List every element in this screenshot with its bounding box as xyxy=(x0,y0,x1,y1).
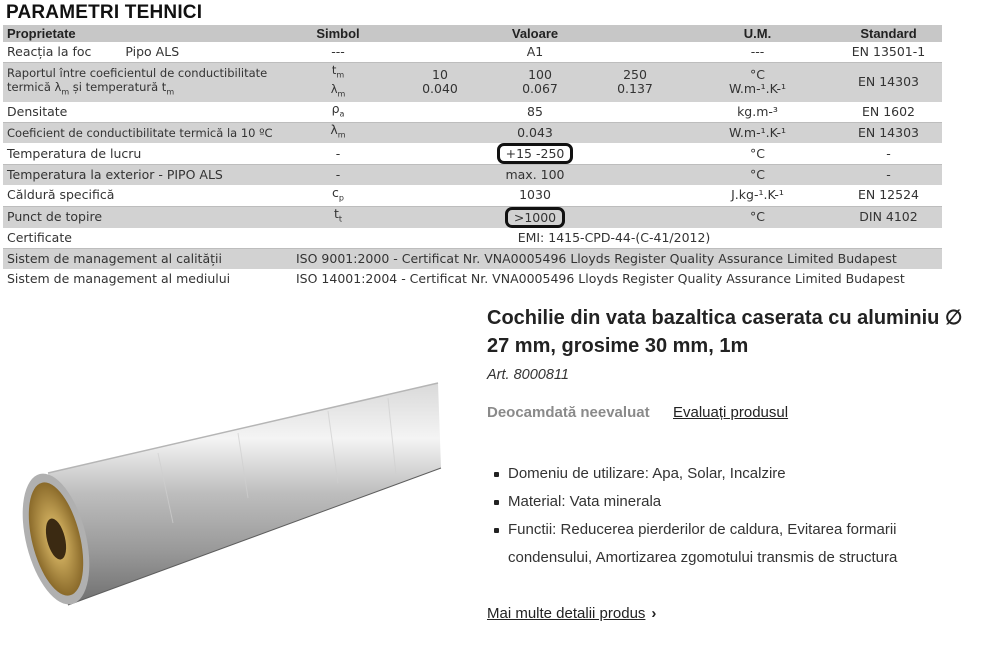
row-unit: °C xyxy=(680,206,835,228)
row-value: ISO 14001:2004 - Certificat Nr. VNA0005496 Lloyds Register Quality Assurance Limited Budapest xyxy=(296,271,905,286)
more-details-label: Mai multe detalii produs xyxy=(487,605,646,622)
row-symbol: - xyxy=(286,165,390,186)
table-row-working-temperature xyxy=(3,143,942,165)
row-standard: - xyxy=(835,143,942,165)
header-standard: Standard xyxy=(835,25,942,42)
row-label: Căldură specifică xyxy=(3,185,286,206)
row-standard: EN 1602 xyxy=(835,102,942,123)
row-value: ISO 9001:2000 - Certificat Nr. VNA0005496 Lloyds Register Quality Assurance Limited Budapest xyxy=(286,248,942,269)
highlighted-value: +15 -250 xyxy=(497,143,574,164)
row-label: Densitate xyxy=(3,102,286,123)
row-standard: EN 13501-1 xyxy=(835,42,942,63)
unit-temp: °C xyxy=(750,67,765,83)
row-value: 1030 xyxy=(390,185,680,206)
table-row-conductivity-ratio xyxy=(3,63,942,102)
row-unit: °C xyxy=(680,165,835,186)
row-symbol: - xyxy=(286,143,390,165)
chevron-right-icon: › xyxy=(651,605,657,622)
temp-1: 10 xyxy=(432,67,448,83)
lambda-3: 0.137 xyxy=(617,81,653,97)
row-label: Certificate xyxy=(3,228,286,249)
table-row-environment-management xyxy=(3,269,942,289)
product-title: Cochilie din vata bazaltica caserata cu aluminiu ∅ 27 mm, grosime 30 mm, 1m xyxy=(487,307,963,357)
subscript: m xyxy=(337,130,346,140)
row-symbol: ρ xyxy=(331,101,340,117)
feature-text: Material: Vata minerala xyxy=(508,493,662,510)
row-label: Sistem de management al calității xyxy=(3,248,286,269)
product-name: Pipo ALS xyxy=(125,44,180,60)
list-item xyxy=(488,516,938,572)
row-label: Temperatura de lucru xyxy=(3,143,286,165)
row-unit: °C xyxy=(680,143,835,165)
row-label-line2: termică λ xyxy=(7,79,62,94)
header-unit: U.M. xyxy=(680,25,835,42)
feature-text: Domeniu de utilizare: Apa, Solar, Incalzire xyxy=(508,465,786,482)
table-row-specific-heat xyxy=(3,185,942,206)
table-header-row xyxy=(3,25,942,42)
row-unit: W.m-¹.K-¹ xyxy=(680,122,835,143)
header-symbol: Simbol xyxy=(286,25,390,42)
subscript: m xyxy=(337,89,346,99)
table-row-exterior-temperature xyxy=(3,165,942,186)
row-standard: - xyxy=(835,165,942,186)
technical-parameters-table xyxy=(3,25,942,289)
subscript: m xyxy=(336,70,345,80)
subscript: m xyxy=(61,87,70,97)
row-label: Sistem de management al mediului xyxy=(7,271,231,286)
row-label: Reacția la foc xyxy=(7,44,92,60)
product-image xyxy=(8,293,458,641)
unit-conductivity: W.m-¹.K-¹ xyxy=(729,81,786,97)
row-label: Punct de topire xyxy=(3,206,286,228)
bullet-icon xyxy=(494,500,499,505)
row-standard: EN 14303 xyxy=(835,122,942,143)
row-standard: EN 12524 xyxy=(835,185,942,206)
row-symbol: λ xyxy=(330,122,338,138)
header-value: Valoare xyxy=(390,25,680,42)
feature-text: Functii: Reducerea pierderilor de caldura, Evitarea formarii condensului, Amortizarea zgomotului transmis de structura xyxy=(508,521,898,566)
row-label-line1: Raportul între coeficientul de conductibilitate xyxy=(7,65,268,80)
list-item xyxy=(488,488,938,516)
row-value: A1 xyxy=(390,42,680,63)
highlighted-value: >1000 xyxy=(505,207,565,228)
row-symbol: t xyxy=(333,206,339,222)
temp-2: 100 xyxy=(528,67,552,83)
row-standard: EN 14303 xyxy=(835,63,942,102)
symbol-lambda: λ xyxy=(330,82,338,97)
subscript: a xyxy=(339,109,345,119)
header-property: Proprietate xyxy=(3,25,286,42)
lambda-2: 0.067 xyxy=(522,81,558,97)
section-title: PARAMETRI TEHNICI xyxy=(6,2,203,23)
table-row-certificates xyxy=(3,228,942,249)
row-symbol: --- xyxy=(286,42,390,63)
feature-list xyxy=(488,460,938,572)
row-label: Temperatura la exterior - PIPO ALS xyxy=(3,165,286,186)
more-details-link[interactable] xyxy=(487,605,656,622)
subscript: p xyxy=(338,193,344,203)
article-number: Art. 8000811 xyxy=(487,367,569,383)
row-value: EMI: 1415-CPD-44-(C-41/2012) xyxy=(286,228,942,249)
table-row-thermal-conductivity xyxy=(3,122,942,143)
subscript: m xyxy=(166,87,175,97)
temp-3: 250 xyxy=(623,67,647,83)
row-label-line2-post: și temperatură t xyxy=(69,79,167,94)
lambda-1: 0.040 xyxy=(422,81,458,97)
row-symbol: c xyxy=(332,184,339,200)
row-value: 85 xyxy=(390,102,680,123)
row-unit: --- xyxy=(680,42,835,63)
table-row-density xyxy=(3,102,942,123)
subscript: t xyxy=(338,214,343,224)
rate-product-link[interactable]: Evaluați produsul xyxy=(673,404,789,421)
row-unit: J.kg-¹.K-¹ xyxy=(680,185,835,206)
table-row-quality-management xyxy=(3,248,942,269)
row-standard: DIN 4102 xyxy=(835,206,942,228)
row-value: 0.043 xyxy=(390,122,680,143)
rating-status: Deocamdată neevaluat xyxy=(487,404,650,421)
symbol-t: t xyxy=(331,63,337,78)
bullet-icon xyxy=(494,472,499,477)
table-row-fire-reaction xyxy=(3,42,942,63)
table-row-melting-point xyxy=(3,206,942,228)
bullet-icon xyxy=(494,528,499,533)
row-value: max. 100 xyxy=(390,165,680,186)
row-unit: kg.m-³ xyxy=(680,102,835,123)
list-item xyxy=(488,460,938,488)
row-label: Coeficient de conductibilitate termică la 10 ºC xyxy=(3,122,286,143)
